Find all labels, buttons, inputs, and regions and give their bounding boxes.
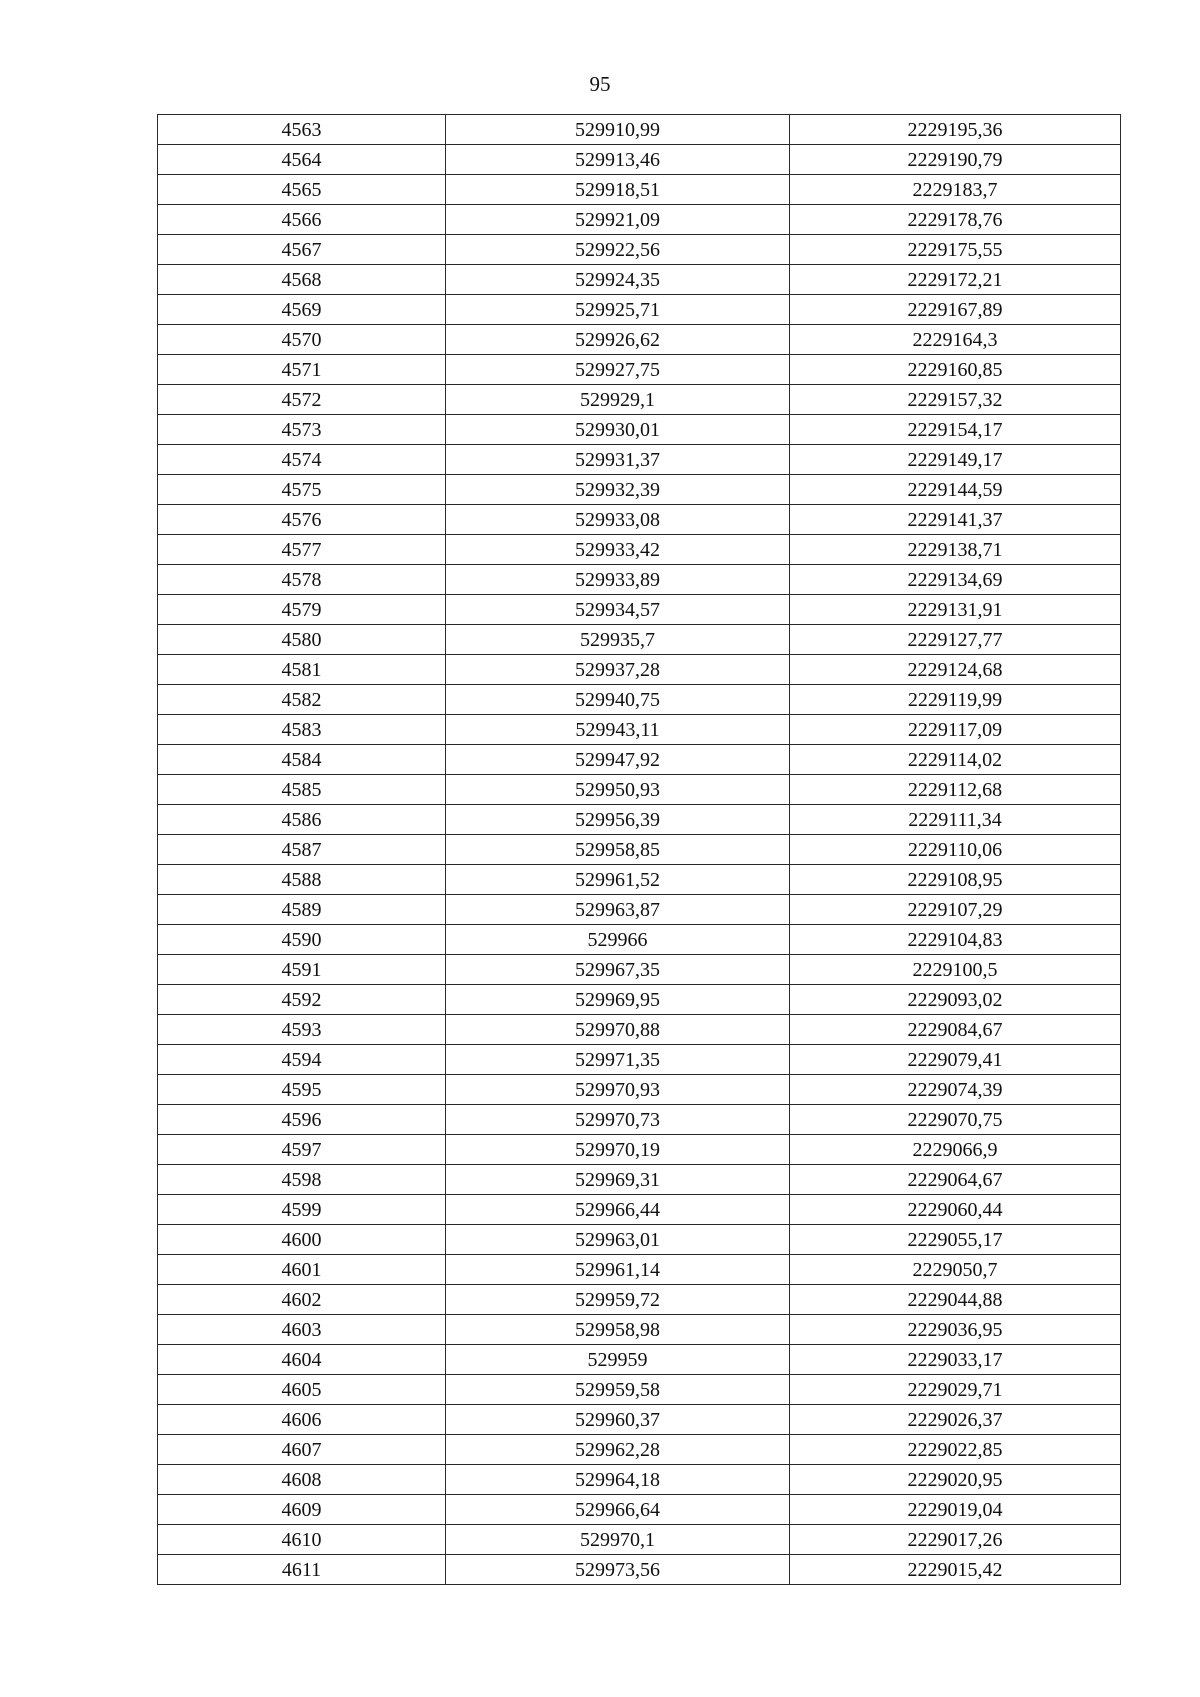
y-coordinate-cell: 2229044,88	[790, 1285, 1121, 1315]
y-coordinate-cell: 2229164,3	[790, 325, 1121, 355]
table-row	[158, 1345, 1121, 1375]
x-coordinate-cell: 529926,62	[446, 325, 790, 355]
table-row	[158, 1285, 1121, 1315]
y-coordinate-cell: 2229036,95	[790, 1315, 1121, 1345]
point-number-cell: 4597	[158, 1135, 446, 1165]
table-row	[158, 925, 1121, 955]
y-coordinate-cell: 2229104,83	[790, 925, 1121, 955]
x-coordinate-cell: 529963,01	[446, 1225, 790, 1255]
coordinates-table-body	[158, 115, 1121, 1585]
y-coordinate-cell: 2229167,89	[790, 295, 1121, 325]
table-row	[158, 205, 1121, 235]
point-number-cell: 4589	[158, 895, 446, 925]
table-row	[158, 1165, 1121, 1195]
x-coordinate-cell: 529932,39	[446, 475, 790, 505]
point-number-cell: 4582	[158, 685, 446, 715]
x-coordinate-cell: 529961,14	[446, 1255, 790, 1285]
x-coordinate-cell: 529950,93	[446, 775, 790, 805]
table-row	[158, 625, 1121, 655]
point-number-cell: 4595	[158, 1075, 446, 1105]
point-number-cell: 4566	[158, 205, 446, 235]
table-row	[158, 505, 1121, 535]
y-coordinate-cell: 2229100,5	[790, 955, 1121, 985]
x-coordinate-cell: 529969,31	[446, 1165, 790, 1195]
table-row	[158, 115, 1121, 145]
table-row	[158, 595, 1121, 625]
x-coordinate-cell: 529964,18	[446, 1465, 790, 1495]
x-coordinate-cell: 529971,35	[446, 1045, 790, 1075]
x-coordinate-cell: 529970,1	[446, 1525, 790, 1555]
point-number-cell: 4587	[158, 835, 446, 865]
y-coordinate-cell: 2229149,17	[790, 445, 1121, 475]
y-coordinate-cell: 2229154,17	[790, 415, 1121, 445]
x-coordinate-cell: 529937,28	[446, 655, 790, 685]
point-number-cell: 4586	[158, 805, 446, 835]
x-coordinate-cell: 529927,75	[446, 355, 790, 385]
x-coordinate-cell: 529947,92	[446, 745, 790, 775]
table-row	[158, 1075, 1121, 1105]
y-coordinate-cell: 2229108,95	[790, 865, 1121, 895]
y-coordinate-cell: 2229107,29	[790, 895, 1121, 925]
point-number-cell: 4570	[158, 325, 446, 355]
x-coordinate-cell: 529970,93	[446, 1075, 790, 1105]
point-number-cell: 4603	[158, 1315, 446, 1345]
point-number-cell: 4611	[158, 1555, 446, 1585]
point-number-cell: 4572	[158, 385, 446, 415]
point-number-cell: 4585	[158, 775, 446, 805]
point-number-cell: 4579	[158, 595, 446, 625]
point-number-cell: 4563	[158, 115, 446, 145]
table-row	[158, 1315, 1121, 1345]
x-coordinate-cell: 529960,37	[446, 1405, 790, 1435]
table-row	[158, 895, 1121, 925]
x-coordinate-cell: 529959,72	[446, 1285, 790, 1315]
y-coordinate-cell: 2229070,75	[790, 1105, 1121, 1135]
table-row	[158, 1135, 1121, 1165]
x-coordinate-cell: 529962,28	[446, 1435, 790, 1465]
table-row	[158, 1525, 1121, 1555]
point-number-cell: 4604	[158, 1345, 446, 1375]
point-number-cell: 4606	[158, 1405, 446, 1435]
x-coordinate-cell: 529913,46	[446, 145, 790, 175]
point-number-cell: 4568	[158, 265, 446, 295]
point-number-cell: 4574	[158, 445, 446, 475]
y-coordinate-cell: 2229093,02	[790, 985, 1121, 1015]
y-coordinate-cell: 2229127,77	[790, 625, 1121, 655]
x-coordinate-cell: 529973,56	[446, 1555, 790, 1585]
point-number-cell: 4605	[158, 1375, 446, 1405]
y-coordinate-cell: 2229020,95	[790, 1465, 1121, 1495]
y-coordinate-cell: 2229119,99	[790, 685, 1121, 715]
y-coordinate-cell: 2229110,06	[790, 835, 1121, 865]
point-number-cell: 4602	[158, 1285, 446, 1315]
table-row	[158, 1255, 1121, 1285]
x-coordinate-cell: 529959	[446, 1345, 790, 1375]
point-number-cell: 4598	[158, 1165, 446, 1195]
table-row	[158, 655, 1121, 685]
table-row	[158, 865, 1121, 895]
y-coordinate-cell: 2229060,44	[790, 1195, 1121, 1225]
y-coordinate-cell: 2229050,7	[790, 1255, 1121, 1285]
y-coordinate-cell: 2229019,04	[790, 1495, 1121, 1525]
table-row	[158, 685, 1121, 715]
table-row	[158, 775, 1121, 805]
x-coordinate-cell: 529933,42	[446, 535, 790, 565]
y-coordinate-cell: 2229017,26	[790, 1525, 1121, 1555]
x-coordinate-cell: 529956,39	[446, 805, 790, 835]
point-number-cell: 4567	[158, 235, 446, 265]
point-number-cell: 4600	[158, 1225, 446, 1255]
x-coordinate-cell: 529963,87	[446, 895, 790, 925]
y-coordinate-cell: 2229114,02	[790, 745, 1121, 775]
point-number-cell: 4608	[158, 1465, 446, 1495]
table-row	[158, 265, 1121, 295]
point-number-cell: 4577	[158, 535, 446, 565]
y-coordinate-cell: 2229124,68	[790, 655, 1121, 685]
table-row	[158, 235, 1121, 265]
y-coordinate-cell: 2229066,9	[790, 1135, 1121, 1165]
point-number-cell: 4583	[158, 715, 446, 745]
table-row	[158, 1375, 1121, 1405]
y-coordinate-cell: 2229026,37	[790, 1405, 1121, 1435]
x-coordinate-cell: 529929,1	[446, 385, 790, 415]
table-row	[158, 445, 1121, 475]
x-coordinate-cell: 529933,89	[446, 565, 790, 595]
y-coordinate-cell: 2229138,71	[790, 535, 1121, 565]
x-coordinate-cell: 529959,58	[446, 1375, 790, 1405]
table-row	[158, 325, 1121, 355]
y-coordinate-cell: 2229064,67	[790, 1165, 1121, 1195]
table-row	[158, 1555, 1121, 1585]
page-number: 95	[589, 72, 611, 96]
point-number-cell: 4565	[158, 175, 446, 205]
point-number-cell: 4588	[158, 865, 446, 895]
x-coordinate-cell: 529970,19	[446, 1135, 790, 1165]
point-number-cell: 4578	[158, 565, 446, 595]
table-row	[158, 955, 1121, 985]
x-coordinate-cell: 529966,64	[446, 1495, 790, 1525]
table-row	[158, 535, 1121, 565]
table-row	[158, 835, 1121, 865]
point-number-cell: 4601	[158, 1255, 446, 1285]
x-coordinate-cell: 529924,35	[446, 265, 790, 295]
x-coordinate-cell: 529925,71	[446, 295, 790, 325]
x-coordinate-cell: 529910,99	[446, 115, 790, 145]
table-row	[158, 1495, 1121, 1525]
point-number-cell: 4599	[158, 1195, 446, 1225]
x-coordinate-cell: 529966,44	[446, 1195, 790, 1225]
table-row	[158, 1105, 1121, 1135]
point-number-cell: 4594	[158, 1045, 446, 1075]
point-number-cell: 4590	[158, 925, 446, 955]
table-row	[158, 175, 1121, 205]
table-row	[158, 805, 1121, 835]
point-number-cell: 4564	[158, 145, 446, 175]
point-number-cell: 4610	[158, 1525, 446, 1555]
x-coordinate-cell: 529958,85	[446, 835, 790, 865]
table-row	[158, 1405, 1121, 1435]
table-row	[158, 355, 1121, 385]
y-coordinate-cell: 2229160,85	[790, 355, 1121, 385]
table-row	[158, 985, 1121, 1015]
point-number-cell: 4592	[158, 985, 446, 1015]
y-coordinate-cell: 2229117,09	[790, 715, 1121, 745]
x-coordinate-cell: 529961,52	[446, 865, 790, 895]
point-number-cell: 4576	[158, 505, 446, 535]
y-coordinate-cell: 2229033,17	[790, 1345, 1121, 1375]
table-row	[158, 565, 1121, 595]
y-coordinate-cell: 2229131,91	[790, 595, 1121, 625]
x-coordinate-cell: 529931,37	[446, 445, 790, 475]
table-row	[158, 1045, 1121, 1075]
point-number-cell: 4581	[158, 655, 446, 685]
table-row	[158, 295, 1121, 325]
point-number-cell: 4607	[158, 1435, 446, 1465]
y-coordinate-cell: 2229178,76	[790, 205, 1121, 235]
y-coordinate-cell: 2229183,7	[790, 175, 1121, 205]
point-number-cell: 4569	[158, 295, 446, 325]
point-number-cell: 4584	[158, 745, 446, 775]
table-row	[158, 1015, 1121, 1045]
x-coordinate-cell: 529933,08	[446, 505, 790, 535]
table-row	[158, 145, 1121, 175]
point-number-cell: 4593	[158, 1015, 446, 1045]
y-coordinate-cell: 2229079,41	[790, 1045, 1121, 1075]
table-row	[158, 1435, 1121, 1465]
point-number-cell: 4573	[158, 415, 446, 445]
point-number-cell: 4609	[158, 1495, 446, 1525]
y-coordinate-cell: 2229111,34	[790, 805, 1121, 835]
x-coordinate-cell: 529966	[446, 925, 790, 955]
point-number-cell: 4575	[158, 475, 446, 505]
table-row	[158, 385, 1121, 415]
y-coordinate-cell: 2229172,21	[790, 265, 1121, 295]
x-coordinate-cell: 529969,95	[446, 985, 790, 1015]
y-coordinate-cell: 2229134,69	[790, 565, 1121, 595]
y-coordinate-cell: 2229055,17	[790, 1225, 1121, 1255]
y-coordinate-cell: 2229015,42	[790, 1555, 1121, 1585]
x-coordinate-cell: 529930,01	[446, 415, 790, 445]
y-coordinate-cell: 2229022,85	[790, 1435, 1121, 1465]
x-coordinate-cell: 529970,73	[446, 1105, 790, 1135]
y-coordinate-cell: 2229141,37	[790, 505, 1121, 535]
y-coordinate-cell: 2229190,79	[790, 145, 1121, 175]
table-row	[158, 415, 1121, 445]
table-row	[158, 475, 1121, 505]
coordinates-table	[157, 114, 1121, 1585]
x-coordinate-cell: 529918,51	[446, 175, 790, 205]
point-number-cell: 4591	[158, 955, 446, 985]
point-number-cell: 4596	[158, 1105, 446, 1135]
table-row	[158, 1225, 1121, 1255]
y-coordinate-cell: 2229084,67	[790, 1015, 1121, 1045]
y-coordinate-cell: 2229195,36	[790, 115, 1121, 145]
x-coordinate-cell: 529967,35	[446, 955, 790, 985]
x-coordinate-cell: 529970,88	[446, 1015, 790, 1045]
table-row	[158, 1195, 1121, 1225]
x-coordinate-cell: 529940,75	[446, 685, 790, 715]
x-coordinate-cell: 529958,98	[446, 1315, 790, 1345]
table-row	[158, 1465, 1121, 1495]
x-coordinate-cell: 529922,56	[446, 235, 790, 265]
x-coordinate-cell: 529935,7	[446, 625, 790, 655]
point-number-cell: 4580	[158, 625, 446, 655]
y-coordinate-cell: 2229144,59	[790, 475, 1121, 505]
y-coordinate-cell: 2229112,68	[790, 775, 1121, 805]
y-coordinate-cell: 2229029,71	[790, 1375, 1121, 1405]
table-row	[158, 715, 1121, 745]
y-coordinate-cell: 2229074,39	[790, 1075, 1121, 1105]
x-coordinate-cell: 529943,11	[446, 715, 790, 745]
x-coordinate-cell: 529921,09	[446, 205, 790, 235]
x-coordinate-cell: 529934,57	[446, 595, 790, 625]
y-coordinate-cell: 2229157,32	[790, 385, 1121, 415]
point-number-cell: 4571	[158, 355, 446, 385]
table-row	[158, 745, 1121, 775]
y-coordinate-cell: 2229175,55	[790, 235, 1121, 265]
